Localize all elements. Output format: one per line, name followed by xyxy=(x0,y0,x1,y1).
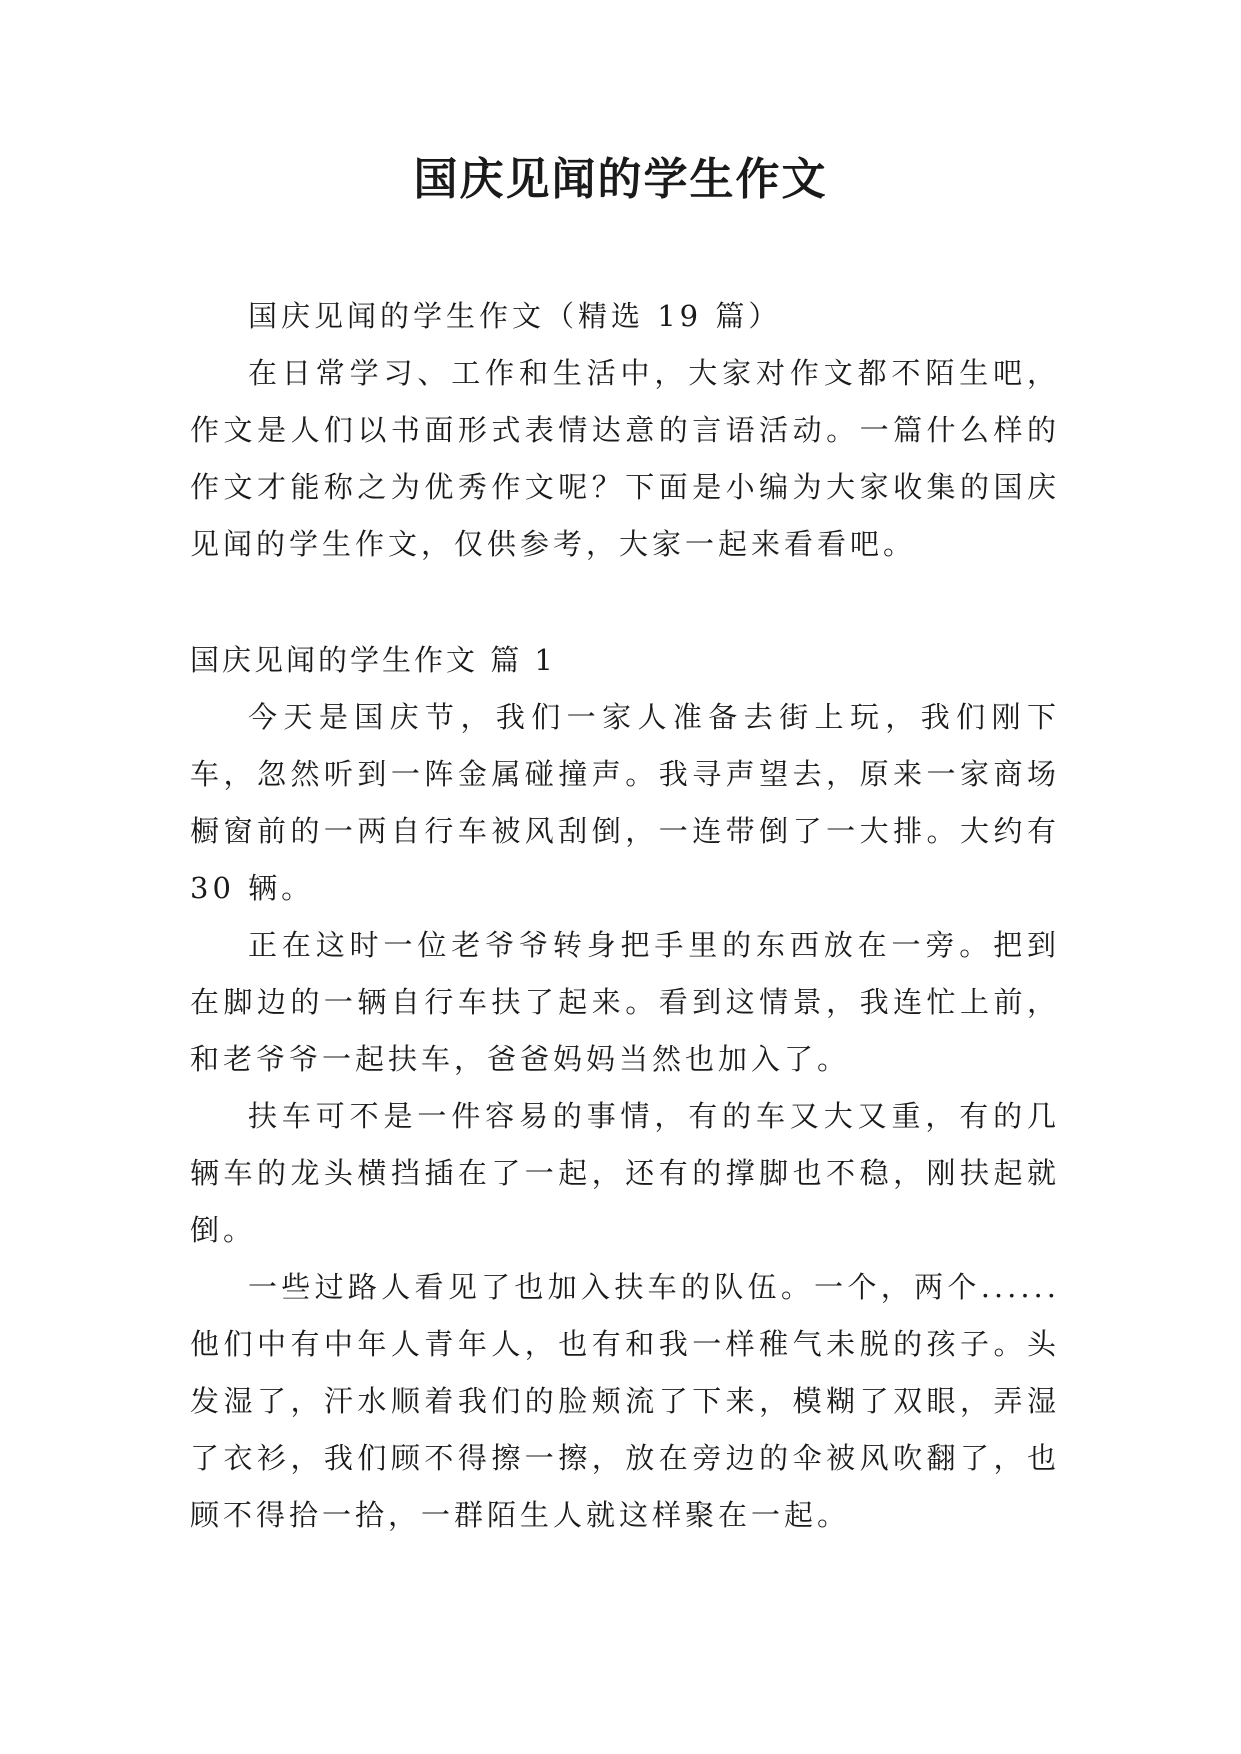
document-subtitle: 国庆见闻的学生作文（精选 19 篇） xyxy=(248,299,782,333)
subtitle-block xyxy=(190,288,1060,345)
intro-paragraph: 在日常学习、工作和生活中，大家对作文都不陌生吧，作文是人们以书面形式表情达意的言语活动。一篇什么样的作文才能称之为优秀作文呢？下面是小编为大家收集的国庆见闻的学生作文，仅供参考，大家一起来看看吧。 xyxy=(190,356,1060,561)
essay-section xyxy=(190,632,1060,1544)
essay-paragraph: 扶车可不是一件容易的事情，有的车又大又重，有的几辆车的龙头横挡插在了一起，还有的撑脚也不稳，刚扶起就倒。 xyxy=(190,1099,1060,1247)
essay-paragraph: 正在这时一位老爷爷转身把手里的东西放在一旁。把到在脚边的一辆自行车扶了起来。看到这情景，我连忙上前，和老爷爷一起扶车，爸爸妈妈当然也加入了。 xyxy=(190,928,1060,1076)
intro-block xyxy=(190,345,1060,573)
essay-paragraph: 一些过路人看见了也加入扶车的队伍。一个，两个......他们中有中年人青年人，也有和我一样稚气未脱的孩子。头发湿了，汗水顺着我们的脸颊流了下来，模糊了双眼，弄湿了衣衫，我们顾不得擦一擦，放在旁边的伞被风吹翻了，也顾不得拾一拾，一群陌生人就这样聚在一起。 xyxy=(190,1270,1060,1532)
section-heading: 国庆见闻的学生作文 篇 1 xyxy=(190,643,556,677)
essay-paragraph: 今天是国庆节，我们一家人准备去街上玩，我们刚下车，忽然听到一阵金属碰撞声。我寻声望去，原来一家商场橱窗前的一两自行车被风刮倒，一连带倒了一大排。大约有 30 辆。 xyxy=(190,700,1060,905)
document-title: 国庆见闻的学生作文 xyxy=(413,154,828,205)
